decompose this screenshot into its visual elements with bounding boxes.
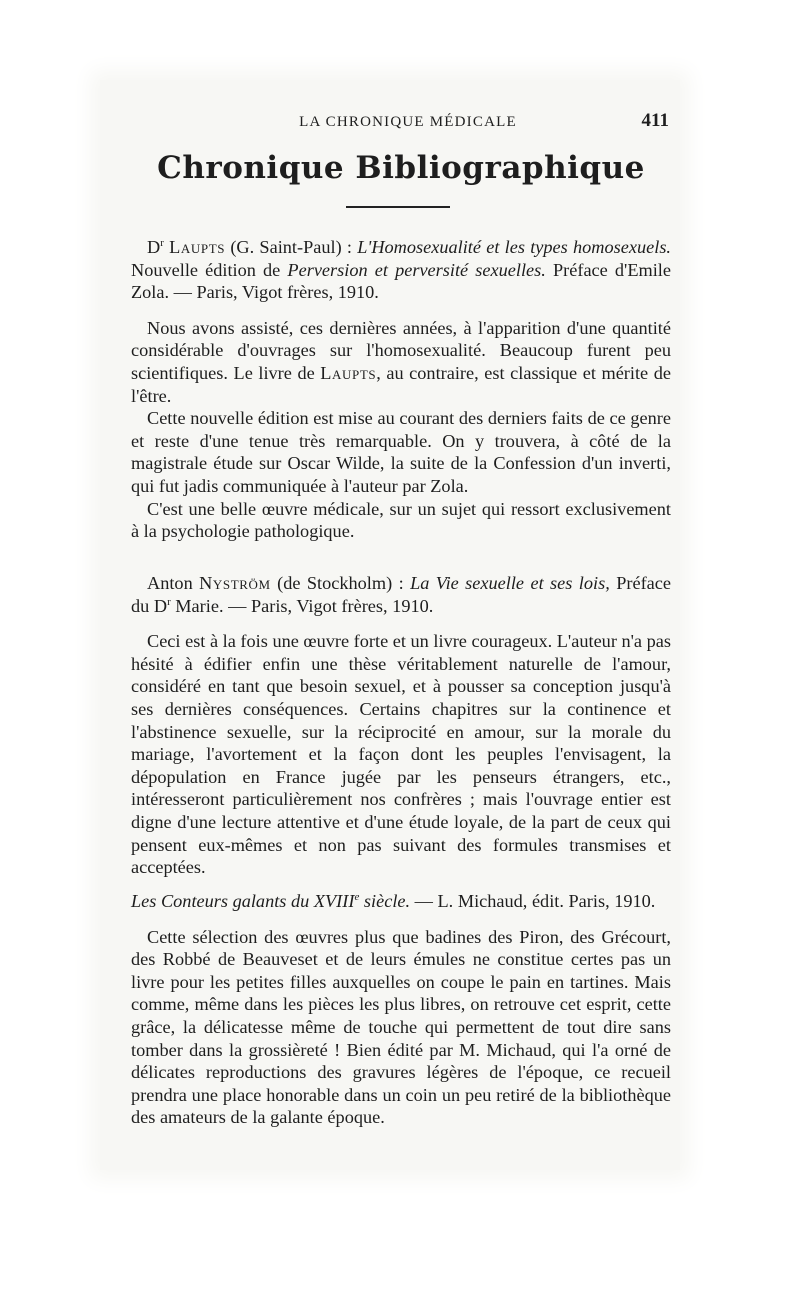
review-paragraph: Cette nouvelle édition est mise au courant des derniers faits de ce genre et reste d'une tenue très remarquable. On y trouvera, à côté de la magistrale étude sur Oscar Wilde, la suite de la Confession d'un inverti, qui fut jadis communiquée à l'auteur par Zola. xyxy=(131,408,671,496)
review-paragraph: Nous avons assisté, ces dernières années, à l'apparition d'une quantité considérable d'ouvrages sur l'homosexualité. Beaucoup furent peu scientifiques. Le livre de Laupts, au contraire, est classique et mérite de l'être. xyxy=(131,317,671,406)
page-number: 411 xyxy=(641,110,669,131)
book-title: Les Conteurs galants du XVIII xyxy=(131,891,355,911)
bibliography-entry-nystrom xyxy=(131,572,671,879)
title-divider xyxy=(346,206,450,208)
review-paragraph: Ceci est à la fois une œuvre forte et un livre courageux. L'auteur n'a pas hésité à édifier enfin une thèse véritablement naturelle de l'amour, considéré en tant que besoin sexuel, et à pousser sa conception jusqu'à ses dernières conséquences. Certains chapitres sur la continence et l'abstinence sexuelle, sur la réciprocité en amour, sur la morale du mariage, l'avortement et la façon dont les peuples l'envisagent, la dépopulation en France jugée par les penseurs étrangers, etc., intéresseront particulièrement nos confrères ; mais l'ouvrage entier est digne d'une lecture attentive et d'une étude loyale, de la part de ceux qui pensent eux-mêmes et non pas suivant des formules transmises et acceptées. xyxy=(131,631,671,878)
author-name: Laupts xyxy=(169,237,226,257)
citation: Anton Nyström (de Stockholm) : La Vie sexuelle et ses lois, Préface du $D^r$ Marie. — Paris, Vigot frères, 1910. xyxy=(131,573,672,616)
book-title: La Vie sexuelle et ses lois, xyxy=(410,573,610,593)
review-paragraph: Cette sélection des œuvres plus que badines des Piron, des Grécourt, des Robbé de Beauveset et de leurs émules ne constitue certes pas un livre pour les petites filles auxquelles on coupe le pain en tartines. Mais comme, même dans les pièces les plus libres, on retrouve cet esprit, cette grâce, la délicatesse même de touche qui permettent de tout dire sans tomber dans la grossièreté ! Bien édité par M. Michaud, qui l'a orné de délicates reproductions des gravures légères de l'époque, ce recueil prendra une place honorable dans un coin un peu retiré de la bibliothèque des amateurs de la galante époque. xyxy=(131,926,671,1128)
bibliography-entry-laupts xyxy=(131,236,671,543)
book-title: L'Homosexualité et les types homosexuels. xyxy=(357,237,671,257)
author-name: Nyström xyxy=(199,573,271,593)
citation: Les Conteurs galants du XVIIIe siècle. — L. Michaud, édit. Paris, 1910. xyxy=(131,890,656,911)
review-paragraph: C'est une belle œuvre médicale, sur un sujet qui ressort exclusivement à la psychologie pathologique. xyxy=(131,498,671,542)
running-title: LA CHRONIQUE MÉDICALE xyxy=(299,114,517,130)
section-title: Chronique Bibliographique xyxy=(157,150,645,186)
bibliography-entry-conteurs xyxy=(131,890,671,1129)
running-header xyxy=(131,110,671,134)
citation: $D^r$ Laupts (G. Saint-Paul) : L'Homosexualité et les types homosexuels. Nouvelle édition de Perversion et perversité sexuelles. Préface d'Emile Zola. — Paris, Vigot frères, 1910. xyxy=(131,236,671,303)
book-subtitle: Perversion et perversité sexuelles. xyxy=(287,259,546,280)
